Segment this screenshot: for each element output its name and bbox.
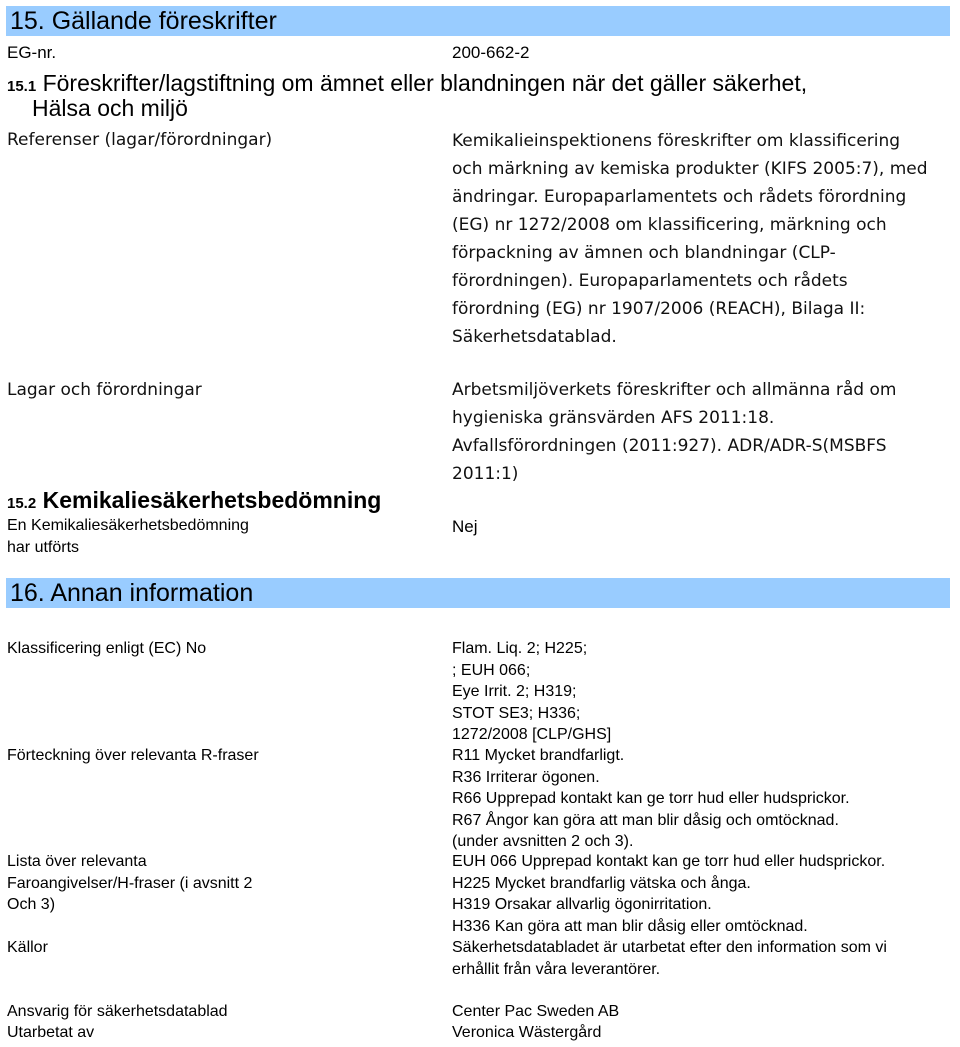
references-text	[452, 127, 928, 351]
prepared-by-value: Veronica Wästergård	[452, 1024, 602, 1041]
references-line: och märkning av kemiska produkter (KIFS 2005:7), med	[452, 159, 928, 179]
h-phrases-label-line: Och 3)	[7, 896, 56, 913]
references-line: förordning (EG) nr 1907/2006 (REACH), Bilaga II:	[452, 299, 866, 319]
assessment-label-line: En Kemikaliesäkerhetsbedömning	[7, 517, 249, 534]
sources-line: Säkerhetsdatabladet är utarbetat efter den information som vi	[452, 939, 887, 956]
classification-line: Eye Irrit. 2; H319;	[452, 683, 577, 700]
r-phrases-label: Förteckning över relevanta R-fraser	[7, 747, 259, 764]
assessment-label-line: har utförts	[7, 538, 80, 556]
references-line: (EG) nr 1272/2008 om klassificering, märkning och	[452, 215, 887, 235]
laws-line: hygieniska gränsvärden AFS 2011:18.	[452, 408, 775, 428]
h-phrase-line: H319 Orsakar allvarlig ögonirritation.	[452, 896, 712, 913]
classification-line: ; EUH 066;	[452, 661, 531, 679]
references-label: Referenser (lagar/förordningar)	[7, 130, 273, 150]
h-phrases-text	[452, 851, 885, 937]
h-phrase-line: H336 Kan göra att man blir dåsig eller omtöcknad.	[452, 917, 808, 935]
r-phrase-line: (under avsnitten 2 och 3).	[452, 833, 634, 850]
subsection-15-2-title: Kemikaliesäkerhetsbedömning	[42, 487, 382, 513]
sources-label: Källor	[7, 939, 48, 956]
h-phrases-label-line: Faroangivelser/H-fraser (i avsnitt 2	[7, 874, 253, 892]
laws-label: Lagar och förordningar	[7, 380, 202, 400]
classification-line: Flam. Liq. 2; H225;	[452, 640, 588, 657]
r-phrase-line: R67 Ångor kan göra att man blir dåsig och omtöcknad.	[452, 811, 839, 829]
classification-line: 1272/2008 [CLP/GHS]	[452, 726, 612, 743]
r-phrase-line: R36 Irriterar ögonen.	[452, 768, 600, 786]
section-15-title: 15. Gällande föreskrifter	[10, 7, 277, 35]
laws-line: 2011:1)	[452, 464, 519, 484]
h-phrase-line: H225 Mycket brandfarlig vätska och ånga.	[452, 874, 751, 892]
assessment-label	[7, 515, 249, 558]
classification-label: Klassificering enligt (EC) No	[7, 640, 207, 657]
r-phrase-line: R66 Upprepad kontakt kan ge torr hud eller hudsprickor.	[452, 790, 850, 807]
r-phrases-text	[452, 745, 850, 853]
references-line: förordningen). Europaparlamentets och rådets	[452, 271, 848, 291]
sources-line: erhållit från våra leverantörer.	[452, 960, 661, 978]
responsible-value: Center Pac Sweden AB	[452, 1003, 620, 1020]
subsection-15-2-heading	[7, 488, 381, 516]
section-16-title: 16. Annan information	[10, 579, 254, 607]
subsection-15-2-number: 15.2	[7, 495, 37, 512]
laws-line: Avfallsförordningen (2011:927). ADR/ADR-S(MSBFS	[452, 436, 887, 456]
subsection-15-1-number: 15.1	[7, 78, 37, 95]
classification-text	[452, 638, 611, 746]
responsible-label: Ansvarig för säkerhetsdatablad	[7, 1003, 228, 1020]
references-line: förpackning av ämnen och blandningar (CLP-	[452, 243, 836, 263]
prepared-by-label: Utarbetat av	[7, 1024, 95, 1041]
assessment-value: Nej	[452, 517, 478, 536]
laws-line: Arbetsmiljöverkets föreskrifter och allmänna råd om	[452, 380, 897, 400]
references-line: Kemikalieinspektionens föreskrifter om klassificering	[452, 131, 901, 151]
eg-number-value: 200-662-2	[452, 43, 530, 62]
sources-text	[452, 937, 887, 980]
eg-number-label: EG-nr.	[7, 43, 57, 62]
h-phrases-label-line: Lista över relevanta	[7, 853, 147, 870]
r-phrase-line: R11 Mycket brandfarligt.	[452, 747, 625, 764]
h-phrases-label	[7, 851, 252, 916]
references-line: Säkerhetsdatablad.	[452, 327, 617, 347]
references-line: ändringar. Europaparlamentets och rådets förordning	[452, 187, 907, 207]
h-phrase-line: EUH 066 Upprepad kontakt kan ge torr hud eller hudsprickor.	[452, 853, 886, 870]
subsection-15-1-title-line2: Hälsa och miljö	[32, 95, 188, 121]
laws-text	[452, 376, 896, 488]
classification-line: STOT SE3; H336;	[452, 704, 581, 722]
subsection-15-1-title-line1: Föreskrifter/lagstiftning om ämnet eller blandningen när det gäller säkerhet,	[42, 70, 808, 96]
